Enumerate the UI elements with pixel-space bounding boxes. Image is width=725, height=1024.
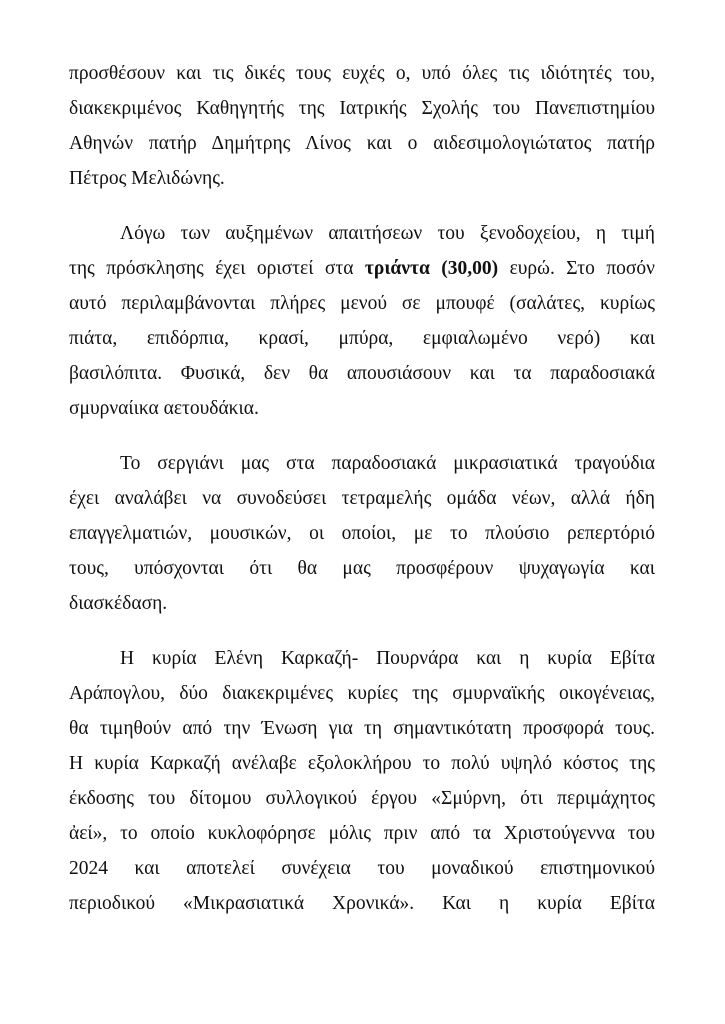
- text-line: Αράπογλου, δύο διακεκριμένες κυρίες της σμυρναϊκής οικογένειας,: [69, 683, 655, 704]
- text-line: Αθηνών πατήρ Δημήτρης Λίνος και ο αιδεσιμολογιώτατος πατήρ: [69, 133, 655, 154]
- text-line: έχει αναλάβει να συνοδεύσει τετραμελής ομάδα νέων, αλλά ήδη: [69, 488, 655, 509]
- text-line: σμυρναίικα αετουδάκια.: [69, 398, 259, 419]
- text-line: βασιλόπιτα. Φυσικά, δεν θα απουσιάσουν και τα παραδοσιακά: [69, 363, 655, 384]
- text-line: Η κυρία Καρκαζή ανέλαβε εξολοκλήρου το πολύ υψηλό κόστος της: [69, 753, 655, 774]
- text-line: Λόγω των αυξημένων απαιτήσεων του ξενοδοχείου, η τιμή: [120, 223, 655, 244]
- text-line: διασκέδαση.: [69, 593, 168, 614]
- text-line: Το σεργιάνι μας στα παραδοσιακά μικρασιατικά τραγούδια: [120, 453, 655, 474]
- text-span: της πρόσκλησης έχει οριστεί στα: [69, 258, 365, 279]
- text-line: περιοδικού «Μικρασιατικά Χρονικά». Και η κυρία Εβίτα: [69, 893, 655, 914]
- text-line: προσθέσουν και τις δικές τους ευχές ο, υπό όλες τις ιδιότητές του,: [69, 63, 655, 84]
- paragraph-3: [69, 446, 655, 621]
- price-bold: τριάντα (30,00): [364, 258, 499, 279]
- text-line: διακεκριμένος Καθηγητής της Ιατρικής Σχολής του Πανεπιστημίου: [69, 98, 655, 119]
- text-line: θα τιμηθούν από την Ένωση για τη σημαντικότατη προσφορά τους.: [69, 718, 655, 739]
- text-line: τους, υπόσχονται ότι θα μας προσφέρουν ψυχαγωγία και: [69, 558, 655, 579]
- text-span: ευρώ. Στο ποσόν: [498, 258, 655, 279]
- text-line: επαγγελματιών, μουσικών, οι οποίοι, με το πλούσιο ρεπερτόριό: [69, 523, 655, 544]
- text-line: αυτό περιλαμβάνονται πλήρες μενού σε μπουφέ (σαλάτες, κυρίως: [69, 293, 655, 314]
- text-line: πιάτα, επιδόρπια, κρασί, μπύρα, εμφιαλωμένο νερό) και: [69, 328, 655, 349]
- text-line: Πέτρος Μελιδώνης.: [69, 168, 225, 189]
- paragraph-4: [69, 641, 655, 921]
- paragraph-2: [69, 216, 655, 426]
- text-line: Η κυρία Ελένη Καρκαζή- Πουρνάρα και η κυρία Εβίτα: [120, 648, 655, 669]
- text-line: έκδοσης του δίτομου συλλογικού έργου «Σμύρνη, ότι περιμάχητος: [69, 788, 655, 809]
- text-line: ἀεί», το οποίο κυκλοφόρησε μόλις πριν από τα Χριστούγεννα του: [69, 823, 655, 844]
- text-line: 2024 και αποτελεί συνέχεια του μοναδικού επιστημονικού: [69, 858, 655, 879]
- text-line: [69, 251, 655, 286]
- paragraph-1: [69, 56, 655, 196]
